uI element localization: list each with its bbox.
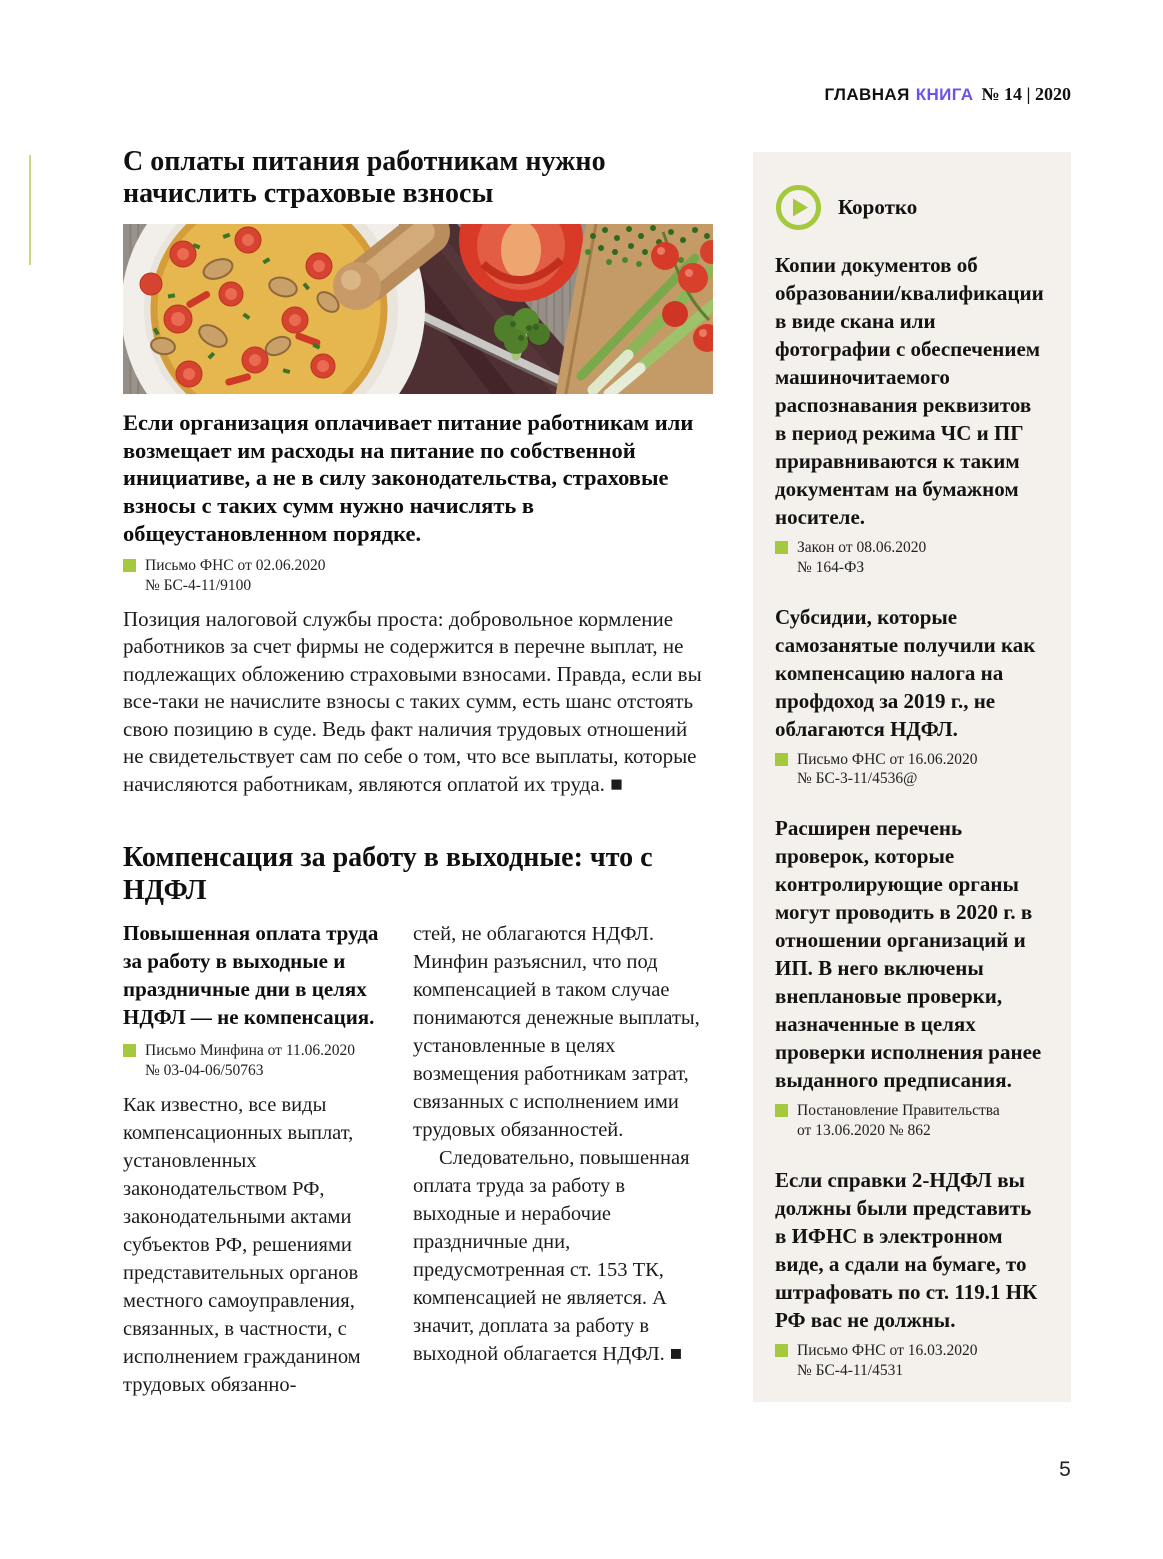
bullet-square-icon (775, 1104, 788, 1117)
sidebar-item (775, 251, 1047, 578)
article2-title: Компенсация за работу в выходные: что с НДФЛ (123, 842, 653, 906)
sidebar-item (775, 603, 1047, 790)
issue-number: № 14 | 2020 (981, 84, 1071, 104)
sidebar-title: Коротко (838, 195, 918, 219)
reference-line: Письмо ФНС от 16.06.2020 (797, 750, 978, 768)
article2-lead: Повышенная оплата труда за работу в выходные и праздничные дни в целях НДФЛ — не компенсация. (123, 921, 379, 1030)
food-photo-illustration (123, 224, 713, 394)
sidebar-item-reference (775, 750, 1047, 790)
reference-line: Закон от 08.06.2020 (797, 539, 927, 556)
article2-body-left: Как известно, все виды компенсационных выплат, установленных законодательством РФ, законодательными актами субъектов РФ, решениями представительных органов местного самоуправления, связанных, в частности, с исполнением гражданином трудовых обязанно- (123, 1093, 361, 1396)
reference-line: № БС-4-11/9100 (145, 577, 252, 595)
food-photo (123, 224, 713, 394)
page-number: 5 (1059, 1458, 1071, 1481)
sidebar-item-reference (775, 1341, 1047, 1381)
sidebar-item-text: Копии документов об образовании/квалификации в виде скана или фотографии с обеспечением машиночитаемого распознавания реквизитов в период режима ЧС и ПГ приравниваются к таким документам на бумажном носителе. (775, 253, 1044, 529)
article2-column-right (413, 920, 713, 1398)
sidebar-item-text: Субсидии, которые самозанятые получили как компенсацию налога на профдоход за 2019 г., не облагаются НДФЛ. (775, 604, 1036, 741)
reference-line: № БС-4-11/4531 (797, 1361, 904, 1379)
reference-line: Постановление Правительства (797, 1102, 1000, 1120)
magazine-name: ГЛАВНАЯ (824, 85, 910, 104)
bullet-square-icon (775, 1344, 788, 1357)
main-column (123, 146, 713, 1399)
reference-line: № 03-04-06/50763 (145, 1061, 264, 1079)
article2-column-left (123, 920, 399, 1398)
article1-title: С оплаты питания работникам нужно начислить страховые взносы (123, 146, 606, 210)
reference-line: Письмо Минфина от 11.06.2020 (145, 1042, 355, 1060)
left-accent-line (29, 155, 31, 265)
magazine-name-accent: КНИГА (915, 85, 974, 104)
article2-reference (123, 1041, 399, 1081)
play-icon (775, 184, 822, 231)
reference-line: № БС-3-11/4536@ (797, 770, 918, 788)
bullet-square-icon (775, 753, 788, 766)
reference-line: № 164-ФЗ (797, 558, 865, 576)
page-header (0, 84, 1071, 105)
article1-lead: Если организация оплачивает питание работникам или возмещает им расходы на питание по собственной инициативе, а не в силу законодательства, страховые взносы с таких сумм нужно начислять в общеустановленном порядке. (123, 409, 694, 546)
reference-line: Письмо ФНС от 16.03.2020 (797, 1341, 978, 1359)
article2-body-right-p1: стей, не облагаются НДФЛ. Минфин разъяснил, что под компенсацией в таком случае понимаются денежные выплаты, установленные в целях возмещения работникам затрат, связанных с исполнением ими трудовых обязанностей. (413, 923, 700, 1142)
bullet-square-icon (123, 559, 136, 572)
sidebar-korotko (753, 152, 1071, 1402)
bullet-square-icon (123, 1044, 136, 1057)
sidebar-item-reference (775, 1101, 1047, 1141)
article2-columns (123, 920, 713, 1398)
sidebar-item-text: Расширен перечень проверок, которые контролирующие органы могут проводить в 2020 г. в отношении организаций и ИП. В него включены внеплановые проверки, назначенные в целях проверки исполнения ранее выданного предписания. (775, 816, 1042, 1093)
article2-body-right-p2: Следовательно, повышенная оплата труда за работу в выходные и нерабочие праздничные дни, предусмотренная ст. 153 ТК, компенсацией не является. А значит, доплата за работу в выходной облагается НДФЛ. ■ (413, 1147, 690, 1366)
sidebar-item (775, 1166, 1047, 1381)
sidebar-item-text: Если справки 2-НДФЛ вы должны были представить в ИФНС в электронном виде, а сдали на бумаге, то штрафовать по ст. 119.1 НК РФ вас не должны. (775, 1167, 1038, 1332)
article1-body: Позиция налоговой службы проста: добровольное кормление работников за счет фирмы не содержится в перечне выплат, не подлежащих обложению страховыми взносами. Правда, если вы все-таки не начислите взносы с таких сумм, есть шанс отстоять свою позицию в суде. Ведь факт наличия трудовых отношений не свидетельствует сам по себе о том, что все выплаты, которые начисляются работникам, являются оплатой их труда. ■ (123, 606, 702, 796)
sidebar-item-reference (775, 538, 1047, 578)
sidebar-header (775, 184, 1047, 231)
sidebar-item (775, 814, 1047, 1141)
bullet-square-icon (775, 541, 788, 554)
reference-line: Письмо ФНС от 02.06.2020 (145, 557, 326, 575)
article1-reference (123, 556, 713, 596)
reference-line: от 13.06.2020 № 862 (797, 1122, 931, 1140)
